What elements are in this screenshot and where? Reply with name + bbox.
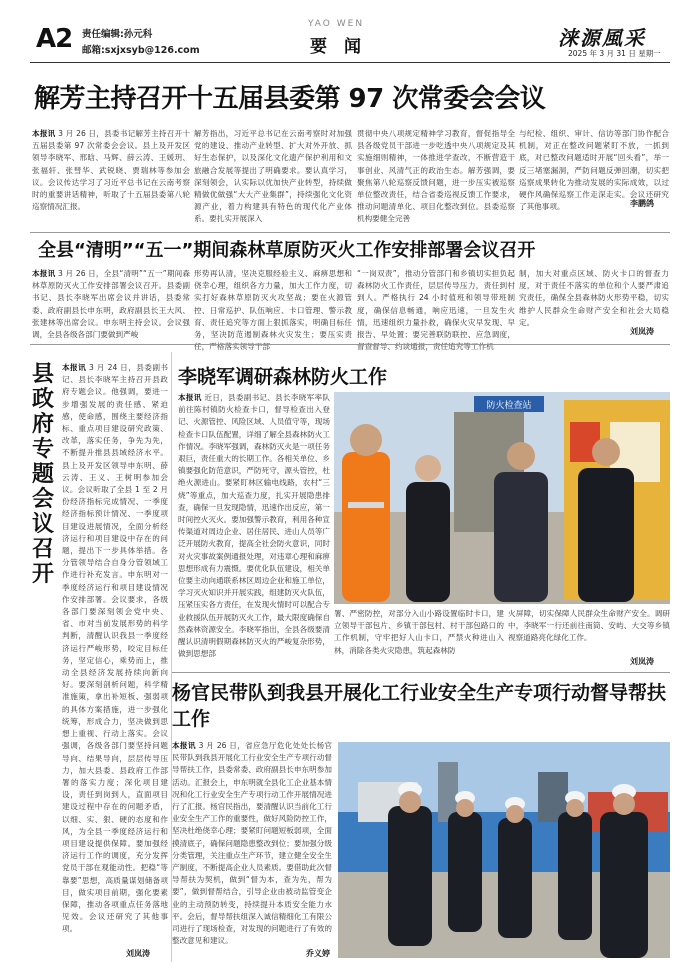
article4-col1 (178, 392, 330, 660)
article2-col2 (194, 268, 352, 352)
editor-label: 责任编辑:孙元科 (82, 29, 153, 40)
article2-col4-text: 制，加大对重点区域、防火卡口的督查力度，对于责任不落实的单位和个人要严肃追究责任，确保全县森林防火形势平稳，切实维护人民群众生命财产安全和社会大局稳定。 (519, 269, 669, 327)
section-title: 要 闻 (310, 37, 361, 57)
article1-col2 (194, 128, 352, 253)
paper-name: 涞源風采 (558, 26, 646, 50)
article5-lead: 本报讯 (172, 741, 196, 750)
article4-author: 刘岚涛 (630, 657, 654, 666)
article2-lead: 本报讯 (32, 269, 56, 278)
article2-col1-text: 3 月 26 日，全县“清明”“五一”期间森林草原防灭火工作安排部署会议召开。县委副书记、县长李晓军出席会议并讲话，县委常委、政府副县长申东明，政府副县长王大风、张建林等出席会议。申东明主持会议。会议强调，全县各级各部门要做到严峻 (32, 269, 191, 340)
masthead (30, 18, 670, 62)
article2-headline: 全县“清明”“五一”期间森林草原防灭火工作安排部署会议召开 (38, 240, 536, 261)
article2-col2-text: 形势再认清，坚决克服经验主义、麻痹思想和侥幸心理，组织各方力量，加大工作力度，切实打好森林草原防灭火攻坚战；要在火源管控、日常巡护、队伍响应、卡口管理、警示教育、责任追究等方面上狠抓落实，明确目标任务，坚决防范遏制森林火灾发生；要压实责任，严格落实领导干部 (194, 269, 352, 352)
chemical-plant-photo (338, 742, 670, 958)
article1-headline: 解芳主持召开十五届县委第 97 次常委会会议 (34, 84, 546, 114)
article4-col2 (334, 608, 504, 668)
divider-3 (172, 672, 670, 673)
forest-fire-photo-svg (334, 392, 670, 604)
page-number: A2 (36, 24, 73, 54)
article3-text: 3 月 24 日，县委副书记、县长李晓军主持召开县政府专题会议。他强调，要进一步增强发展的责任感、紧迫感，使命感，围绕主要经济指标、重点项目建设研究政策、改革，落实任务，争先为先，不断提升推县县域经济水平。县上及开发区领导申东明、薛云涛、王义、王树明参加会议。会议听取了全县 1 至 2 月份经济指标完成情况、一季度经济指标预计情况、一季度项目建设进展情况，全面分析经济运行和项目建设中存在的问题，提出下一步具体举措。各分管领导结合自身分管领域工作进行补充发言。申东明对一季度经济运行和项目建设情况作安排部署。会议要求，各级各部门要深刻领会党中央、省、市对当前发展形势的科学判断，清醒认识我县一季度经济运行严峻形势，咬定目标任务，坚定信心，乘势而上，推动全县经济发展持续向新向好。要深刻剖析问题，科学精准施策，拿出补短板、强弱项的具体方案措施，进一步强化统筹，形成合力，坚决做到思想上重视、行动上落实。会议强调，各级各部门要坚持问题导向、结果导向，层层传导压力，加大县委、县政府工作部署的落实力度；深化项目建设，责任到岗到人，直面项目建设过程中存在的问题矛盾，以细、实、狠、硬的态度和作风，为全县一季度经济运行和项目建设提供保障。要加强经济运行工作的调度，充分发挥党员干部在观能动性。把稳“等靠要”思想，高质量谋划储备项目，做实项目前期，强化要素保障，推动各项重点任务落地见效。会议还研究了其他事项。 (62, 363, 168, 934)
chemical-plant-photo-svg (338, 742, 670, 958)
checkpoint-sign: 防火检查站 (486, 401, 532, 411)
article2-col4 (519, 268, 669, 327)
article4-col3 (508, 608, 670, 644)
email-label: 邮箱:sxjxsyb@126.com (82, 45, 200, 56)
divider-1 (30, 232, 670, 233)
article5-body (172, 740, 332, 944)
article1-col3-text: 贯彻中央八项规定精神学习教育，督促指导全县各级党员干部进一步吃透中央八项规定及其实施细则精神，一体推进学查改，不断营造干事创业、风清气正的政治生态。解芳强调，要聚焦第八轮巡察反馈问题，进一步压实被巡察单位整改责任，结合省委巡视反馈工作要求，推动问题清单化、项目化整改到位。县委巡察机构要健全完善 (357, 129, 515, 224)
article1-col1 (32, 128, 190, 242)
article2-col1 (32, 268, 190, 348)
section-pinyin: YAO WEN (308, 19, 365, 29)
article1-author: 李鹏鸽 (630, 199, 654, 208)
article2-col3 (357, 268, 515, 352)
article3-lead: 本报讯 (62, 363, 87, 372)
article1-lead: 本报讯 (32, 129, 56, 138)
divider-2 (30, 344, 670, 345)
article5-text: 3 月 26 日，省应急厅危化处处长杨官民带队到我县开展化工行业安全生产专项行动督导帮扶工作，县委常委、政府副县长申东明参加活动。汇报会上，申东明就全县化工企业基本情况和化工行业安全生产专项行动工作开展情况进行了汇报。杨官民指出，要清醒认识当前化工行业安全生产工作的重要性，做好风险防控工作，坚决杜绝侥幸心理；要紧盯问题短板弱项，全面摸清底子，确保问题隐患整改到位；要加强分级分类管理，关注重点生产环节，建立健全安全生产制度，不断提高企业人员素质。要借助此次督导帮扶为契机，做到“督为本，查为先，帮为要”，做到督帮结合，引导企业由被动监管变企业的主动预防转变，持续提升本质安全能力水平。会后，督导帮扶组深入诚信精细化工有限公司进行了现场检查，对发现的问题进行了有效的整改意见和建议。 (172, 741, 333, 946)
article3-author: 刘岚涛 (126, 949, 150, 958)
article4-col2-text: 署、严密防控，对部分入山小路设置临时卡口，建立领导干部包片、乡镇干部包村、村干部包路口的工作机制，守牢把好人山卡口，严禁火种进山入林，消除各类火灾隐患，筑起森林防 (334, 609, 504, 655)
article4-col3-text: 火屏障，切实保障人民群众生命财产安全。调研中，李晓军一行还前往南筒、安屿、大交等乡镇视察道路亮化绿化工作。 (508, 609, 670, 643)
article4-lead: 本报讯 (178, 393, 202, 402)
article3-body (62, 362, 168, 942)
forest-fire-photo (334, 392, 670, 604)
article1-col1-text: 3 月 26 日，县委书记解芳主持召开十五届县委第 97 次常委会会议。县上及开发区领导李晓军、邢晗、马辉、薛云涛、王媛玥、张福轩、张彗华、武锐晓、贾瑞林等参加会议。会议传达学习了习近平总书记在云南考察时的重要讲话精神，听取了十五届县委第八轮巡察情况汇报。 (32, 129, 191, 212)
article2-col3-text: “一岗双责”，推动分管部门和乡镇切实担负起森林防火工作责任，层层传导压力，责任到村到人。严格执行 24 小时值班和领导带班制度，确保信息畅通，响应迅速，一旦发生火情，迅速组织力量扑救，确保火灾早发现、早报告、早处置；要完善联防联控、应急调度，督查督导、约谈通报，责任追究等工作机 (357, 269, 515, 352)
article1-col4-text: 与纪检、组织、审计、信访等部门协作配合机制，对正在整改问题紧盯不放，一抓到底，对已整改问题适时开展“回头看”，举一反三堵塞漏洞，严防问题反弹回潮，切实把巡察成果转化为推动发展的实际成效，以过硬作风确保巡察工作走深走实。会议还研究了其他事项。 (519, 129, 669, 212)
article3-headline: 县政府专题会议召开 (32, 362, 55, 587)
article5-headline: 杨官民带队到我县开展化工行业安全生产专项行动督导帮扶工作 (172, 682, 667, 730)
article5-author: 乔义婷 (306, 949, 330, 958)
issue-date: 2025 年 3 月 31 日 星期一 (568, 49, 661, 58)
article2-author: 刘岚涛 (630, 327, 654, 336)
article4-headline: 李晓军调研森林防火工作 (178, 366, 388, 388)
article1-col3 (357, 128, 515, 253)
article4-col1-text: 近日，县委副书记、县长李晓军率队前往陈村镇防火检查卡口，督导检查出入登记、火源管控、风险区域、人员值守等，现场检查卡口队伍配置，详细了解全县森林防火工作情况。李晓军强调，森林防灭火是一项任务艰巨，责任重大的长期工作。各相关单位、乡镇要强化防范意识，严防死守，源头管控，杜绝火源进山。要紧盯林区输电线路，农村“三烧”等重点，加大巡查力度，扎实开展隐患排查，确保一旦发现隐情，迅速作出反应，第一时间控火灭火。要加强警示教育，利用各种宣传渠道对周边企业、居住居民、进山人员等广泛开展防火教育，提高全社会防火意识，同时对火灾事故案例通报处理，对违章心理和麻痹思想形成有力震慑。要优化队伍建设，相关单位要主动向通联系林区周边企业和施工单位，学习灭火知识并开展实践，组建防灭火队伍，压紧压实各方责任，在发现火情时可以配合专业救援队伍开展防灭火工作，最大限度确保自然森林资源安全。李晓军指出，全县各级要清醒认识清明假期森林防灭火的严峻复杂形势，做到思想部 (178, 393, 331, 659)
masthead-rule (30, 62, 670, 63)
article1-col2-text: 解芳指出，习近平总书记在云南考察时对加强党的建设、推动产业转型、扩大对外开放、抓好生态保护，以及深化文化遗产保护利用和文旅融合发展等提出了明确要求。要认真学习，深刻领会，认实际以优加快产业转型，持续做精做优做强“大大产业集群”，持续强化文化资源产业，着力构建具有特色的现代化产业体系。要扎实开展深入 (194, 129, 352, 224)
